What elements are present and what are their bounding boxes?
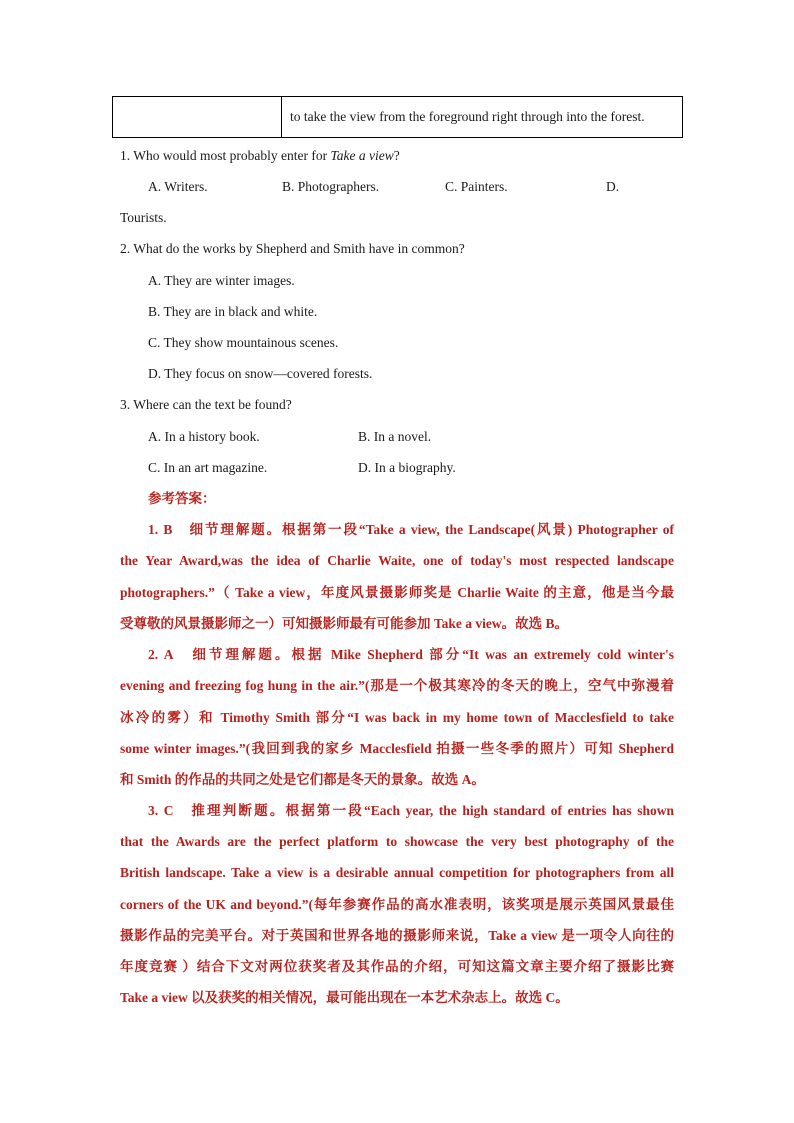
table-cell-left (113, 97, 282, 138)
question-2-option-a: A. They are winter images. (148, 273, 295, 288)
question-1-option-c: C. Painters. (445, 179, 508, 194)
answer-2-line: 冰冷的雾）和 Timothy Smith 部分“I was back in my home town of Macclesfield to take (120, 710, 674, 725)
question-2-option-c: C. They show mountainous scenes. (148, 335, 339, 350)
answer-1-line: photographers.”（ Take a view，年度风景摄影师奖是 Charlie Waite 的主意，他是当今最 (120, 585, 674, 600)
question-1-option-b: B. Photographers. (282, 179, 380, 194)
question-1-stem-italic: Take a view (330, 148, 394, 163)
answer-3-line: 年度竞赛 ）结合下文对两位获奖者及其作品的介绍，可知这篇文章主要介绍了摄影比赛 (120, 959, 674, 974)
answer-2-line: some winter images.”(我回到我的家乡 Macclesfield 拍摄一些冬季的照片）可知 Shepherd (120, 741, 674, 756)
question-1-option-a: A. Writers. (148, 179, 208, 194)
question-2-stem: 2. What do the works by Shepherd and Smith have in common? (120, 241, 465, 256)
question-1-stem-end: ? (393, 148, 400, 163)
answer-3-line: 3. C 推理判断题。根据第一段“Each year, the high standard of entries has shown (148, 803, 674, 818)
answer-heading: 参考答案： (148, 491, 216, 506)
answer-3-line: 摄影作品的完美平台。对于英国和世界各地的摄影师来说，Take a view 是一项令人向往的 (120, 928, 674, 943)
answer-3-line: corners of the UK and beyond.”(每年参赛作品的高水准表明，该奖项是展示英国风景最佳 (120, 897, 674, 912)
question-1-option-d-continued: Tourists. (120, 210, 167, 225)
passage-table (112, 96, 683, 138)
answer-3-line: that the Awards are the perfect platform to showcase the very best photography of the (120, 834, 674, 849)
table-row (113, 97, 683, 138)
question-3-option-b: B. In a novel. (358, 429, 432, 444)
question-1-option-d: D. (606, 179, 620, 194)
answer-2-line: evening and freezing fog hung in the air.”(那是一个极其寒冷的冬天的晚上，空气中弥漫着 (120, 678, 674, 693)
answer-1-line: the Year Award,was the idea of Charlie Waite, one of today's most respected landscape (120, 553, 674, 568)
question-2-option-b: B. They are in black and white. (148, 304, 318, 319)
answer-3-line: British landscape. Take a view is a desirable annual competition for photographers from all (120, 865, 674, 880)
question-3-option-a: A. In a history book. (148, 429, 260, 444)
answer-2-line: 和 Smith 的作品的共同之处是它们都是冬天的景象。故选 A。 (120, 772, 485, 787)
question-2-option-d: D. They focus on snow—covered forests. (148, 366, 373, 381)
question-3-stem: 3. Where can the text be found? (120, 397, 292, 412)
answer-2-line: 2. A 细节理解题。根据 Mike Shepherd 部分“It was an extremely cold winter's (148, 647, 674, 662)
answer-3-line: Take a view 以及获奖的相关情况，最可能出现在一本艺术杂志上。故选 C。 (120, 990, 569, 1005)
table-cell-right: to take the view from the foreground right through into the forest. (282, 97, 683, 138)
question-1-stem (120, 147, 400, 165)
answer-1-line: 1. B 细节理解题。根据第一段“Take a view, the Landscape(风景) Photographer of (148, 522, 674, 537)
question-3-option-c: C. In an art magazine. (148, 460, 268, 475)
answer-1-line: 受尊敬的风景摄影师之一）可知摄影师最有可能参加 Take a view。故选 B。 (120, 616, 569, 631)
question-3-option-d: D. In a biography. (358, 460, 456, 475)
question-1-stem-text: 1. Who would most probably enter for (120, 148, 331, 163)
